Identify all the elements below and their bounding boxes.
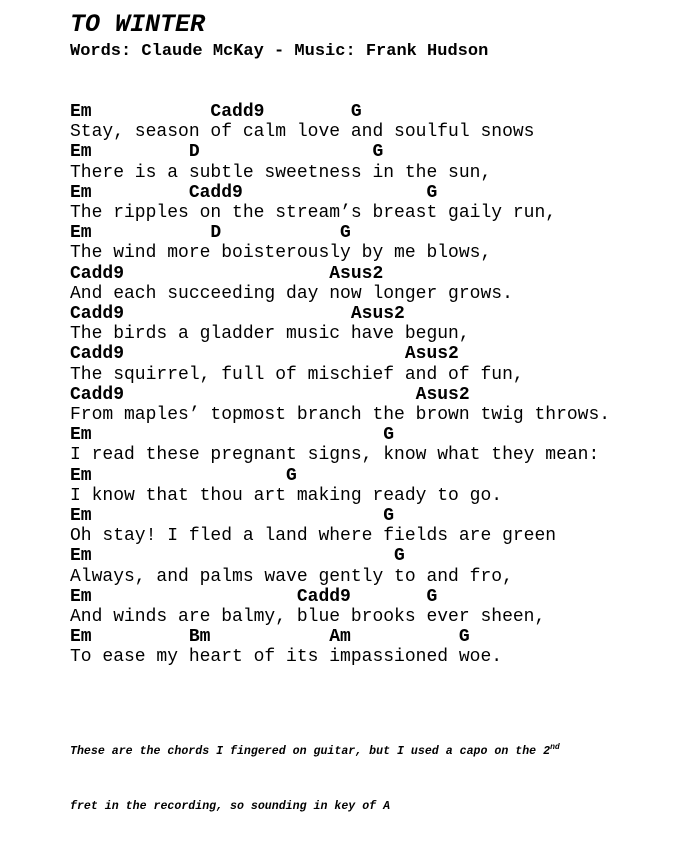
- lyric-line: The birds a gladder music have begun,: [70, 324, 470, 345]
- lyric-line: And winds are balmy, blue brooks ever sheen,: [70, 607, 546, 628]
- lyric-line: I read these pregnant signs, know what they mean:: [70, 445, 600, 466]
- chord-line: Em G: [70, 506, 395, 527]
- song-line-pair: [70, 304, 699, 344]
- song-line-pair: [70, 183, 699, 223]
- song-line-pair: [70, 546, 699, 586]
- song-line-pair: [70, 142, 699, 182]
- song-credits: Words: Claude McKay - Music: Frank Hudson: [70, 42, 489, 61]
- chord-line: Em G: [70, 425, 395, 446]
- chord-line: Em Cadd9 G: [70, 182, 438, 203]
- song-line-pair: [70, 506, 699, 546]
- lyric-line: To ease my heart of its impassioned woe.: [70, 647, 503, 668]
- chord-line: Cadd9 Asus2: [70, 304, 405, 325]
- chord-line: Em Cadd9 G: [70, 586, 438, 607]
- song-line-pair: [70, 425, 699, 465]
- lyric-line: The wind more boisterously by me blows,: [70, 243, 492, 264]
- capo-note: [70, 706, 699, 854]
- lyric-line: Oh stay! I fled a land where fields are green: [70, 526, 557, 547]
- song-line-pair: [70, 344, 699, 384]
- song-line-pair: [70, 223, 699, 263]
- capo-note-line1: [70, 743, 699, 762]
- lyric-line: There is a subtle sweetness in the sun,: [70, 162, 492, 183]
- lyric-line: And each succeeding day now longer grows.: [70, 283, 513, 304]
- chord-line: Em Bm Am G: [70, 627, 470, 648]
- lyric-line: I know that thou art making ready to go.: [70, 485, 503, 506]
- chord-line: Em D G: [70, 223, 351, 244]
- chord-line: Cadd9 Asus2: [70, 384, 470, 405]
- ordinal-superscript: nd: [550, 742, 560, 752]
- song-line-pair: [70, 264, 699, 304]
- lyric-line: Always, and palms wave gently to and fro,: [70, 566, 513, 587]
- lyric-line: The ripples on the stream’s breast gaily run,: [70, 203, 557, 224]
- lyric-line: Stay, season of calm love and soulful snows: [70, 122, 535, 143]
- chord-line: Em Cadd9 G: [70, 102, 362, 122]
- chord-line: Em D G: [70, 142, 384, 163]
- chord-line: Em G: [70, 465, 297, 486]
- chord-lyric-block: [70, 102, 699, 668]
- lyric-line: From maples’ topmost branch the brown twig throws.: [70, 405, 611, 426]
- lyric-line: The squirrel, full of mischief and of fun,: [70, 364, 524, 385]
- song-line-pair: [70, 102, 699, 142]
- page-title: TO WINTER: [70, 10, 206, 39]
- chord-line: Em G: [70, 546, 405, 567]
- song-line-pair: [70, 385, 699, 425]
- capo-note-line2: fret in the recording, so sounding in key of A: [70, 800, 391, 814]
- song-line-pair: [70, 466, 699, 506]
- capo-note-text: These are the chords I fingered on guitar, but I used a capo on the 2: [70, 744, 551, 758]
- song-line-pair: [70, 587, 699, 627]
- chord-line: Cadd9 Asus2: [70, 344, 459, 365]
- chord-line: Cadd9 Asus2: [70, 263, 384, 284]
- song-line-pair: [70, 627, 699, 667]
